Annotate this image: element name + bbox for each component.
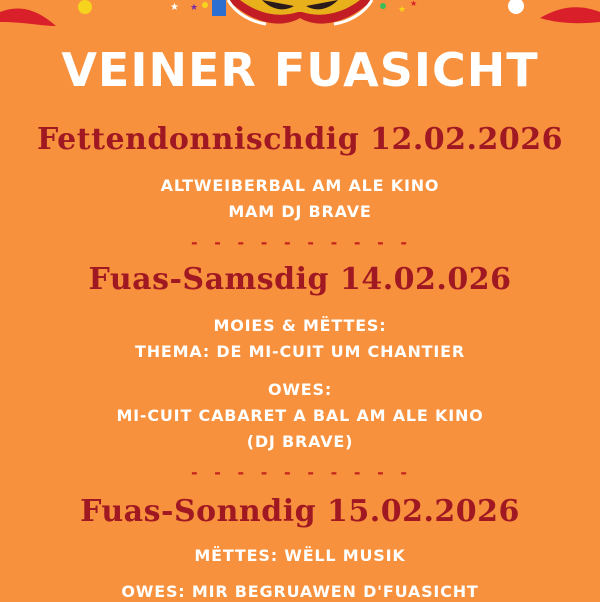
day-3-line-2: OWES: MIR BEGRUAWEN D'FUASICHT <box>121 582 479 601</box>
day-3-heading: Fuas-Sonndig 15.02.2026 <box>80 494 520 529</box>
day-2-line-2: THEMA: DE MI-CUIT UM CHANTIER <box>135 342 465 361</box>
carnival-mask-icon <box>228 0 372 24</box>
day-2-heading: Fuas-Samsdig 14.02.026 <box>88 262 512 297</box>
day-2-line-4: MI-CUIT CABARET A BAL AM ALE KINO <box>116 406 484 425</box>
svg-text:★: ★ <box>190 3 199 13</box>
chili-left-icon <box>0 8 56 26</box>
day-3-line-1: MËTTES: WËLL MUSIK <box>194 546 406 565</box>
chili-right-icon <box>540 7 600 23</box>
day-1-heading: Fettendonnischdig 12.02.2026 <box>36 122 563 157</box>
day-1-line-2: MAM DJ BRAVE <box>228 202 372 221</box>
day-1-line-1: ALTWEIBERBAL AM ALE KINO <box>160 176 440 195</box>
svg-text:★: ★ <box>410 0 418 8</box>
decorative-header-art <box>0 0 600 40</box>
svg-text:★: ★ <box>398 5 407 15</box>
separator-1: - - - - - - - - - - <box>189 233 411 252</box>
day-2-line-5: (DJ BRAVE) <box>246 432 354 451</box>
svg-text:★: ★ <box>170 2 179 13</box>
page-title: VEINER FUASICHT <box>61 43 539 97</box>
separator-2: - - - - - - - - - - <box>189 463 411 482</box>
day-2-line-3: OWES: <box>267 380 333 399</box>
confetti-icon <box>78 0 92 14</box>
day-2-line-1: MOIES & MËTTES: <box>213 316 387 335</box>
